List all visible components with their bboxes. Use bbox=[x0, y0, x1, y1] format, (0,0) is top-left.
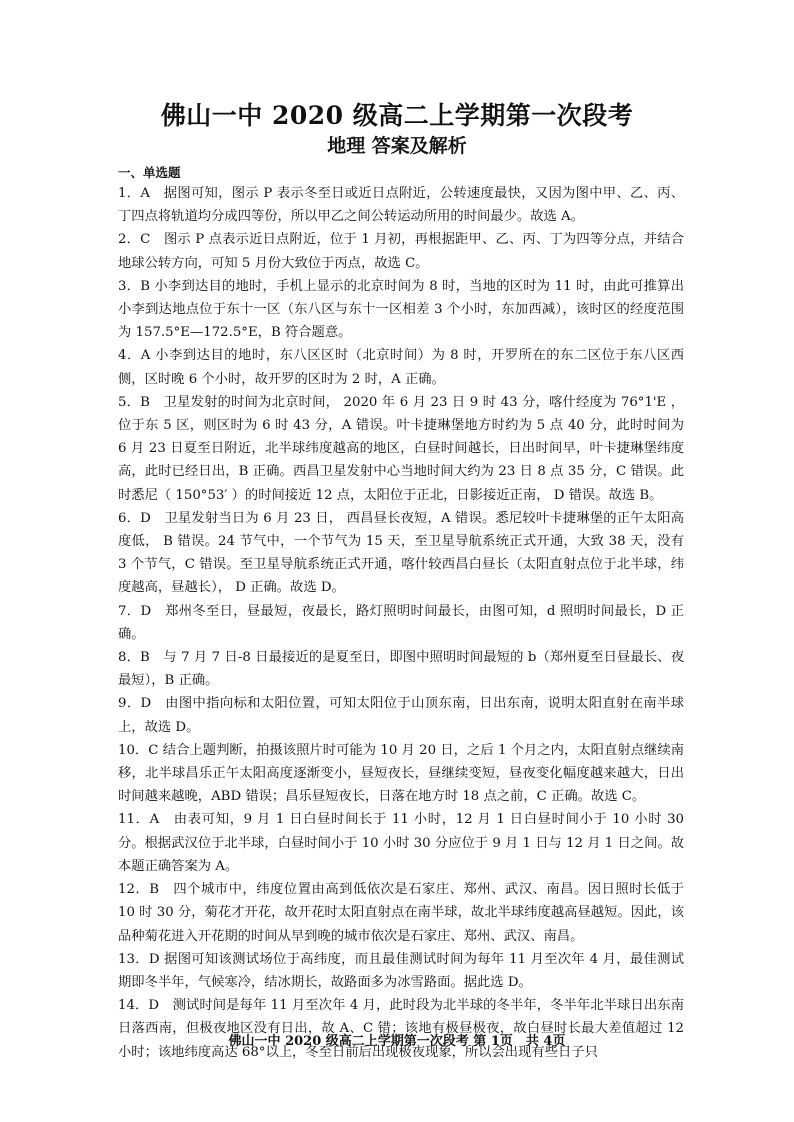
answer-item-4: 4．A 小李到达目的地时，东八区区时（北京时间）为 8 时，开罗所在的东二区位于东八区西侧，区时晚 6 个小时，故开罗的区时为 2 时，A 正确。 bbox=[118, 348, 684, 387]
answer-item-14: 14．D 测试时间是每年 11 月至次年 4 月，此时段为北半球的冬半年，冬半年北半球日出东南日落西南，但极夜地区没有日出，故 A、C 错；该地有极昼极夜，故白昼时长最大差值超过 12 小时；该地纬度高达 68°以上，冬至日前后出现极夜现象，所以会出现有些日子只 bbox=[118, 998, 684, 1060]
answer-item-2: 2．C 图示 P 点表示近日点附近，位于 1 月初，再根据距甲、乙、丙、丁为四等分点，并结合地球公转方向，可知 5 月份大致位于丙点，故选 C。 bbox=[118, 232, 684, 271]
page-footer: 佛山一中 2020 级高二上学期第一次段考 第 1页 共 4页 bbox=[228, 1034, 566, 1049]
page-subtitle: 地理 答案及解析 bbox=[327, 135, 467, 157]
page-title: 佛山一中 2020 级高二上学期第一次段考 bbox=[160, 101, 634, 130]
answer-item-7: 7．D 郑州冬至日，昼最短，夜最长，路灯照明时间最长，由图可知，d 照明时间最长，D 正确。 bbox=[118, 603, 684, 642]
answer-item-12: 12．B 四个城市中，纬度位置由高到低依次是石家庄、郑州、武汉、南昌。因日照时长低于 10 时 30 分，菊花才开花，故开花时太阳直射点在南半球，故北半球纬度越高昼越短。因此，该品种菊花进入开花期的时间从早到晚的城市依次是石家庄、郑州、武汉、南昌。 bbox=[118, 882, 684, 944]
answer-item-13: 13．D 据图可知该测试场位于高纬度，而且最佳测试时间为每年 11 月至次年 4 月，最佳测试期即冬半年，气候寒冷，结冰期长，故路面多为冰雪路面。据此选 D。 bbox=[118, 951, 684, 990]
answer-item-10: 10．C 结合上题判断，拍摄该照片时可能为 10 月 20 日，之后 1 个月之内，太阳直射点继续南移，北半球昌乐正午太阳高度逐渐变小，昼短夜长，昼继续变短，昼夜变化幅度越来越大，日出时间越来越晚，ABD 错误；昌乐昼短夜长，日落在地方时 18 点之前，C 正确。故选 C。 bbox=[118, 742, 684, 805]
answer-item-9: 9．D 由图中指向标和太阳位置，可知太阳位于山顶东南，日出东南，说明太阳直射在南半球上，故选 D。 bbox=[118, 696, 684, 735]
answer-item-5: 5．B 卫星发射的时间为北京时间， 2020 年 6 月 23 日 9 时 43 分，喀什经度为 76°1'E ，位于东 5 区，则区时为 6 时 43 分，A 错误。叶卡捷琳堡地方时约为 5 点 40 分，此时时间为 6 月 23 日夏至日附近，北半球纬度越高的地区，白昼时间越长，日出时间早，叶卡捷琳堡纬度高，此时已经日出，B 正确。西昌卫星发射中心当地时间大约为 23 日 8 点 35 分，C 错误。此时悉尼（ 150°53′ ）的时间接近 12 点，太阳位于正北，日影接近正南， D 错误。故选 B。 bbox=[118, 394, 684, 503]
answer-item-6: 6．D 卫星发射当日为 6 月 23 日， 西昌昼长夜短，A 错误。悉尼较叶卡捷琳堡的正午太阳高度低， B 错误。24 节气中，一个节气为 15 天，至卫星导航系统正式开通，大致 38 天，没有 3 个节气，C 错误。至卫星导航系统正式开通，喀什较西昌白昼长（太阳直射点位于北半球，纬度越高，昼越长）， D 正确。故选 D。 bbox=[118, 510, 684, 596]
answer-item-3: 3．B 小李到达目的地时，手机上显示的北京时间为 8 时，当地的区时为 11 时，由此可推算出小李到达地点位于东十一区（东八区与东十一区相差 3 个小时，东加西减），该时区的经度范围为 157.5°E—172.5°E，B 符合题意。 bbox=[118, 278, 684, 341]
answer-item-1: 1．A 据图可知，图示 P 表示冬至日或近日点附近，公转速度最快，又因为图中甲、乙、丙、丁四点将轨道均分成四等份，所以甲乙之间公转运动所用的时间最少。故选 A。 bbox=[118, 186, 684, 225]
section-heading: 一、单选题 bbox=[118, 165, 181, 180]
answer-item-11: 11．A 由表可知，9 月 1 日白昼时间长于 11 小时，12 月 1 日白昼时间小于 10 小时 30 分。根据武汉位于北半球，白昼时间小于 10 小时 30 分应位于 9 月 1 日与 12 月 1 日之间。故本题正确答案为 A。 bbox=[118, 812, 684, 874]
answer-item-8: 8．B 与 7 月 7 日-8 日最接近的是夏至日，即图中照明时间最短的 b（郑州夏至日昼最长、夜最短），B 正确。 bbox=[118, 650, 684, 689]
answer-list bbox=[118, 182, 684, 1064]
